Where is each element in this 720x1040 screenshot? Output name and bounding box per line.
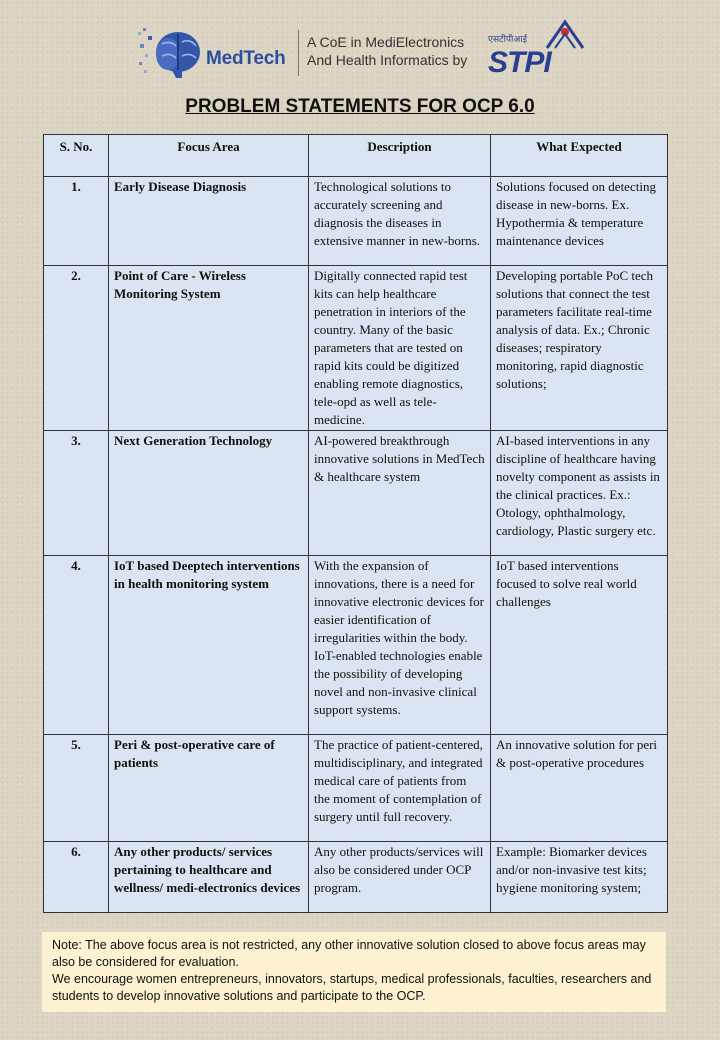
row-expected: An innovative solution for peri & post-operative procedures [491, 735, 668, 842]
row-description: With the expansion of innovations, there is a need for innovative electronic devices for easier identification of irregularities within the body. IoT-enabled technologies enable the possibility of developing novel and non-invasive clinical support systems. [309, 556, 491, 735]
row-focus-area: Point of Care - Wireless Monitoring System [109, 266, 309, 431]
row-expected: Developing portable PoC tech solutions that connect the test parameters facilitate real-time analysis of data. Ex.; Chronic diseases; respiratory monitoring, rapid diagnostic solutions; [491, 266, 668, 431]
problem-statements-table [43, 134, 668, 913]
coe-line-2: And Health Informatics by [307, 52, 468, 68]
note-box [42, 932, 666, 1012]
row-description: The practice of patient-centered, multidisciplinary, and integrated medical care of patients from the moment of contemplation of surgery until full recovery. [309, 735, 491, 842]
row-focus-area: Any other products/ services pertaining to healthcare and wellness/ medi-electronics devices [109, 842, 309, 913]
note-line-2: We encourage women entrepreneurs, innovators, startups, medical professionals, faculties, researchers and students to develop innovative solutions and participate to the OCP. [52, 972, 652, 1003]
header-sno: S. No. [44, 135, 109, 177]
row-sno: 1. [44, 177, 109, 266]
row-expected: IoT based interventions focused to solve real world challenges [491, 556, 668, 735]
row-sno: 4. [44, 556, 109, 735]
medtech-brand: MedTech [206, 48, 286, 69]
row-focus-area: Peri & post-operative care of patients [109, 735, 309, 842]
row-description: AI-powered breakthrough innovative solutions in MedTech & healthcare system [309, 431, 491, 556]
row-expected: AI-based interventions in any discipline of healthcare having novelty component as assists in the clinical practices. Ex.: Otology, ophthalmology, cardiology, Plastic surgery etc. [491, 431, 668, 556]
page-title: PROBLEM STATEMENTS FOR OCP 6.0 [185, 96, 535, 117]
stpi-emblem-icon [543, 18, 587, 58]
coe-line-1: A CoE in MediElectronics [307, 34, 465, 50]
note-line-1: Note: The above focus area is not restricted, any other innovative solution closed to above focus areas may also be considered for evaluation. [52, 938, 646, 969]
row-sno: 6. [44, 842, 109, 913]
row-description: Any other products/services will also be considered under OCP program. [309, 842, 491, 913]
table-row [44, 842, 668, 913]
table-row [44, 556, 668, 735]
table-header-row [44, 135, 668, 177]
coe-tagline [307, 33, 467, 69]
table-row [44, 431, 668, 556]
header-focus-area: Focus Area [109, 135, 309, 177]
stpi-text: STPI [488, 46, 551, 79]
header-description: Description [309, 135, 491, 177]
row-sno: 2. [44, 266, 109, 431]
page-header [0, 10, 720, 85]
row-sno: 3. [44, 431, 109, 556]
row-description: Digitally connected rapid test kits can help healthcare penetration in interiors of the country. Many of the basic parameters that are tested on rapid kits could be digitized enabling remote diagnostics, tele-opd as well as tele-medicine. [309, 266, 491, 431]
row-focus-area: Early Disease Diagnosis [109, 177, 309, 266]
header-what-expected: What Expected [491, 135, 668, 177]
row-focus-area: Next Generation Technology [109, 431, 309, 556]
table-row [44, 177, 668, 266]
row-description: Technological solutions to accurately screening and diagnosis the diseases in extensive manner in new-borns. [309, 177, 491, 266]
header-divider [298, 30, 299, 76]
table-row [44, 266, 668, 431]
row-expected: Example: Biomarker devices and/or non-invasive test kits; hygiene monitoring system; [491, 842, 668, 913]
table-row [44, 735, 668, 842]
stpi-hindi-text: एसटीपीआई [488, 35, 527, 45]
medtech-brain-logo-icon [138, 24, 202, 82]
stpi-logo [488, 18, 588, 80]
row-focus-area: IoT based Deeptech interventions in health monitoring system [109, 556, 309, 735]
row-expected: Solutions focused on detecting disease in new-borns. Ex. Hypothermia & temperature maintenance devices [491, 177, 668, 266]
row-sno: 5. [44, 735, 109, 842]
